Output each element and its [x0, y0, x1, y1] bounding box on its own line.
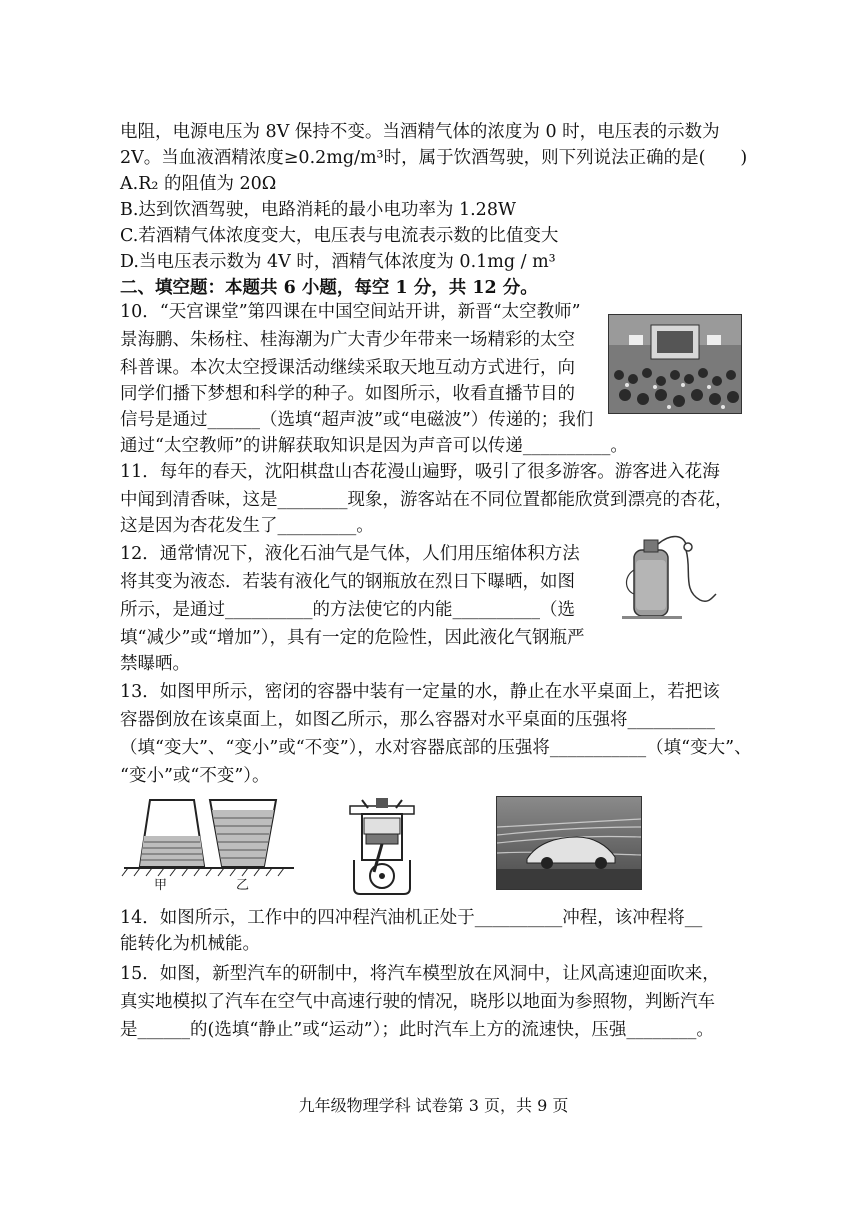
page-footer: 九年级物理学科 试卷第 3 页，共 9 页 [298, 1096, 569, 1115]
q12-line: 将其变为液态．若装有液化气的钢瓶放在烈日下曝晒，如图 [120, 572, 575, 592]
space-classroom-photo [608, 314, 742, 414]
q9-line-2: 2V。当血液酒精浓度≥0.2mg/m³时，属于饮酒驾驶，则下列说法正确的是( ) [120, 148, 748, 168]
q10-line: 10．“天宫课堂”第四课在中国空间站开讲，新晋“太空教师” [120, 302, 581, 322]
q13-line: （填“变大”、“变小”或“不变”），水对容器底部的压强将___________（填“变大”、 [120, 738, 752, 758]
q11-line: 中闻到清香味，这是________现象，游客站在不同位置都能欣赏到漂亮的杏花， [120, 490, 733, 510]
section-title: 二、填空题：本题共 6 小题，每空 1 分，共 12 分。 [120, 278, 538, 298]
q10-line: 科普课。本次太空授课活动继续采取天地互动方式进行，向 [120, 358, 575, 378]
q10-line: 同学们播下梦想和科学的种子。如图所示，收看直播节目的 [120, 384, 575, 404]
q10-line: 景海鹏、朱杨柱、桂海潮为广大青少年带来一场精彩的太空 [120, 330, 575, 350]
q13-line: “变小”或“不变”）。 [120, 766, 270, 786]
q12-line: 所示，是通过__________的方法使它的内能__________（选 [120, 600, 575, 620]
q12-line: 12．通常情况下，液化石油气是气体，人们用压缩体积方法 [120, 544, 580, 564]
figure-label-yi: 乙 [236, 878, 250, 892]
q12-line: 禁曝晒。 [120, 654, 190, 674]
gas-cylinder-figure [612, 530, 722, 622]
q11-line: 这是因为杏花发生了_________。 [120, 516, 374, 536]
container-figure [118, 790, 298, 892]
q9-option-b: B.达到饮酒驾驶，电路消耗的最小电功率为 1.28W [120, 200, 516, 220]
q9-option-c: C.若酒精气体浓度变大，电压表与电流表示数的比值变大 [120, 226, 559, 246]
q13-line: 13．如图甲所示，密闭的容器中装有一定量的水，静止在水平桌面上，若把该 [120, 682, 720, 702]
wind-tunnel-photo [496, 796, 642, 890]
q14-line: 能转化为机械能。 [120, 934, 260, 954]
q10-line: 通过“太空教师”的讲解获取知识是因为声音可以传递__________。 [120, 436, 628, 456]
q11-line: 11．每年的春天，沈阳棋盘山杏花漫山遍野，吸引了很多游客。游客进入花海 [120, 462, 720, 482]
figure-label-jia: 甲 [154, 878, 168, 892]
q15-line: 是______的(选填“静止”或“运动”）；此时汽车上方的流速快，压强________。 [120, 1020, 714, 1040]
q15-line: 15．如图，新型汽车的研制中，将汽车模型放在风洞中，让风高速迎面吹来， [120, 964, 720, 984]
q9-line-1: 电阻，电源电压为 8V 保持不变。当酒精气体的浓度为 0 时，电压表的示数为 [120, 122, 720, 142]
q10-line: 信号是通过______（选填“超声波”或“电磁波”）传递的；我们 [120, 410, 594, 430]
q14-line: 14．如图所示，工作中的四冲程汽油机正处于__________冲程，该冲程将__ [120, 908, 703, 928]
q13-line: 容器倒放在该桌面上，如图乙所示，那么容器对水平桌面的压强将__________ [120, 710, 715, 730]
q15-line: 真实地模拟了汽车在空气中高速行驶的情况，晓彤以地面为参照物，判断汽车 [120, 992, 715, 1012]
q9-option-a: A.R₂ 的阻值为 20Ω [120, 174, 277, 194]
q9-option-d: D.当电压表示数为 4V 时，酒精气体浓度为 0.1mg / m³ [120, 252, 556, 272]
q12-line: 填“减少”或“增加”），具有一定的危险性，因此液化气钢瓶严 [120, 628, 585, 648]
engine-figure [344, 796, 420, 896]
